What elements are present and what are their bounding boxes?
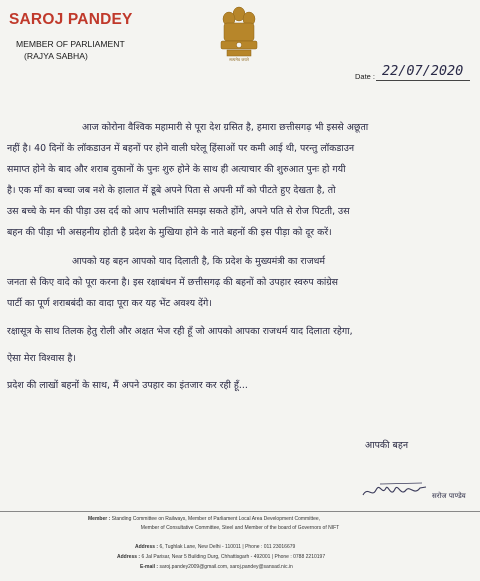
body-line: जनता से किए वादे को पूरा करना है। इस रक्षाबंधन में छत्तीसगढ़ की बहनों को उपहार स्वरुप कांग्रेस (7, 277, 338, 288)
footer-member (88, 516, 320, 522)
body-line: समाप्त होने के बाद और शराब दुकानों के पुनः शुरु होने के साथ ही अत्याचार की शुरुआत पुनः हो गयी (7, 164, 346, 175)
date-underline (376, 80, 470, 81)
footer-address-1 (135, 544, 295, 550)
body-line: पार्टी का पूर्ण शराबबंदी का वादा पूरा कर यह भेंट अवश्य देंगे। (7, 298, 212, 309)
letter-closing: आपकी बहन (365, 440, 409, 451)
footer-email (140, 564, 293, 570)
body-line: आज कोरोना वैश्विक महामारी से पूरा देश ग्रसित है, हमारा छत्तीसगढ़ भी इससे अछूता (82, 122, 369, 133)
sender-role: MEMBER OF PARLIAMENT (16, 39, 125, 49)
email-label: E-mail : (140, 564, 159, 570)
member-label: Member : (88, 516, 111, 522)
address-1-label: Address : (135, 544, 159, 550)
body-line: है। एक माँ का बच्चा जब नशे के हालात में डूबे अपने पिता से अपनी माँ को पीटते हुए देखता है, तो (7, 185, 336, 196)
national-emblem-icon (218, 4, 260, 62)
address-1-text: 6, Tughlak Lane, New Delhi - 110011 | Phone : 011 23016679 (159, 544, 296, 550)
address-2-text: 6 Jal Parisar, Near 5 Building Durg, Chhattisgarh - 492001 | Phone : 0788 2210197 (141, 554, 326, 560)
body-line: बहन की पीड़ा भी असहनीय होती है प्रदेश के मुखिया होने के नाते बहनों की इस पीड़ा को दूर करें। (7, 227, 332, 238)
body-line: रक्षासूत्र के साथ तिलक हेतु रोली और अक्षत भेज रही हूँ जो आपको आपका राजधर्म याद दिलाता रहेगा, (7, 326, 353, 337)
footer-divider (0, 511, 480, 512)
sender-house: (RAJYA SABHA) (24, 51, 88, 61)
email-text[interactable]: saroj.pandey2009@gmail.com, saroj.pandey@sansad.nic.in (159, 564, 293, 570)
body-line: नहीं है। 40 दिनों के लॉकडाउन में बहनों पर होने वाली घरेलू हिंसाओं पर कमी आई थी, परन्तु लॉकडाउन (7, 143, 355, 154)
body-line: आपको यह बहन आपको याद दिलाती है, कि प्रदेश के मुख्यमंत्री का राजधर्म (72, 256, 326, 267)
body-line: ऐसा मेरा विश्वास है। (7, 353, 76, 364)
body-line: उस बच्चे के मन की पीड़ा उस दर्द को आप भलीभांति समझ सकते होंगे, अपने पति से रोज पिटती, उस (7, 206, 350, 217)
member-text: Standing Committee on Railways, Member of Parliament Local Area Development Committee, (111, 516, 321, 522)
address-2-label: Address : (117, 554, 141, 560)
date-label: Date : (355, 72, 376, 81)
body-line: प्रदेश की लाखों बहनों के साथ, मैं अपने उपहार का इंतजार कर रही हूँ... (7, 380, 248, 391)
footer-address-2 (117, 554, 325, 560)
svg-text:सत्यमेव जयते: सत्यमेव जयते (229, 57, 249, 62)
sender-name: SAROJ PANDEY (9, 11, 133, 28)
signatory-name: सरोज पाण्डेय (432, 492, 466, 500)
letter-date: 22/07/2020 (382, 63, 464, 79)
footer-member-2: Member of Consultative Committee, Steel and Member of the board of Governors of NIFT (140, 525, 340, 531)
handwritten-signature (360, 478, 438, 504)
